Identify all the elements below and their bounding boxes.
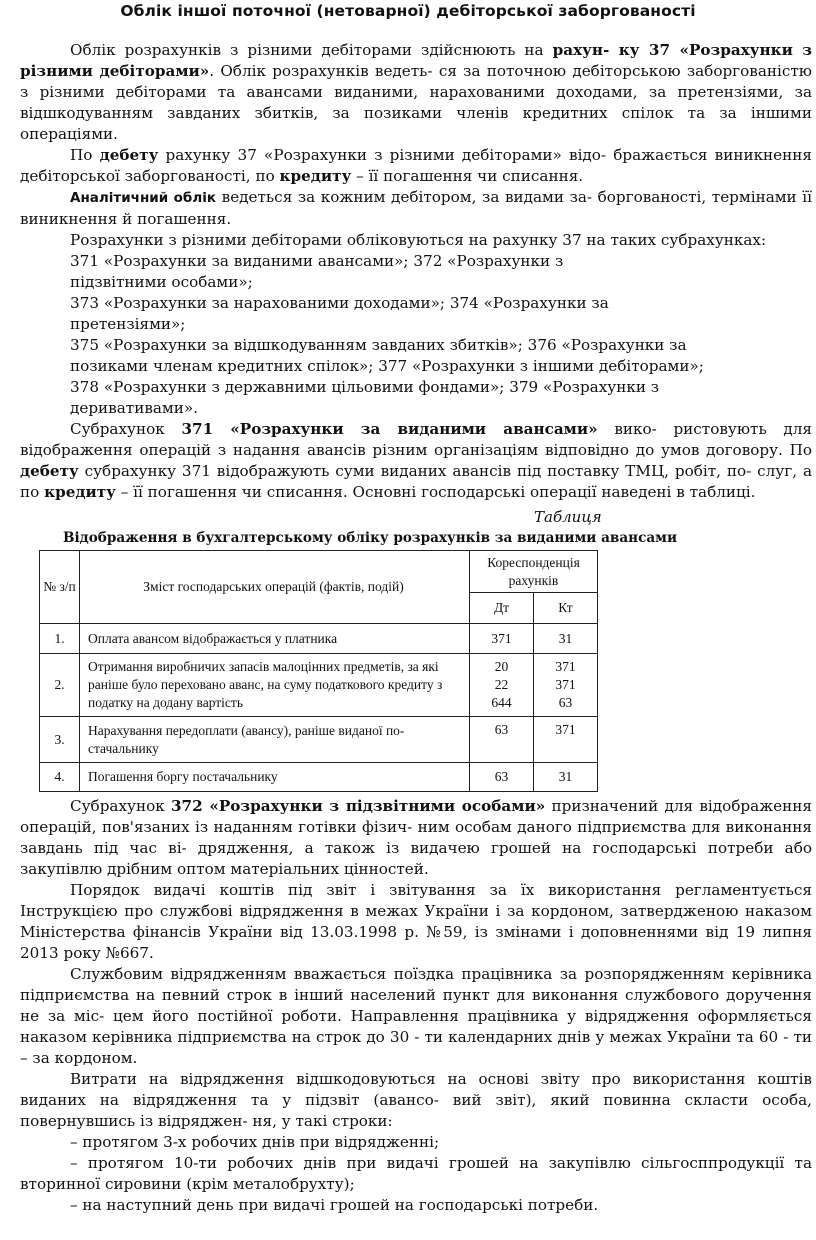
- table-row: 2. Отримання виробничих запасів малоцінних предметів, за які раніше було переховано аванс, на суму податкового кредиту з податку на додану вартість 20 22 644 371 371 63: [40, 654, 598, 717]
- subaccount-line: 373 «Розрахунки за нарахованими доходами»; 374 «Розрахунки за: [70, 294, 609, 312]
- header-content: Зміст господарських операцій (фактів, подій): [80, 551, 470, 624]
- paragraph-8: Службовим відрядженням вважається поїздка працівника за розпорядженням керівника підприємства на певний строк в інший населений пункт для виконання службового доручення не за міс- цем його постійної роботи. Направлення працівника у відрядження оформляється наказом керівника підприємства на строк до 30 - ти календарних днів у межах України та 60 - ти – за кордоном.: [20, 965, 812, 1067]
- term-item: – на наступний день при видачі грошей на господарські потреби.: [70, 1196, 599, 1214]
- header-correspondence: Кореспонденція рахунків: [470, 551, 598, 593]
- subaccount-line: 378 «Розрахунки з державними цільовими фондами»; 379 «Розрахунки з: [70, 378, 660, 396]
- table-row: 1. Оплата авансом відображається у платника 371 31: [40, 624, 598, 654]
- subaccount-line: позиками членам кредитних спілок»; 377 «Розрахунки з іншими дебіторами»;: [70, 357, 704, 375]
- paragraph-5: Субрахунок 371 «Розрахунки за виданими авансами» вико- ристовують для відображення операцій з надання авансів різним організаціям відповідно до умов договору. По дебету субрахунку 371 відображують суми виданих авансів під поставку ТМЦ, робіт, по- слуг, а по кредиту – її погашення чи списання. Основні господарські операції наведені в таблиці.: [20, 420, 813, 501]
- paragraph-1: Облік розрахунків з різними дебіторами здійснюють на рахун- ку 37 «Розрахунки з різними дебіторами». Облік розрахунків ведеть- ся за поточною дебіторською заборгованістю з різними дебіторами та авансами виданими, нарахованими доходами, за претензіями, за відшкодуванням завданих збитків, за позиками членів кредитних спілок та за іншими операціями.: [20, 41, 812, 143]
- advance-section: [20, 796, 812, 1216]
- subaccount-line: претензіями»;: [70, 315, 186, 333]
- subaccount-line: підзвітними особами»;: [70, 273, 253, 291]
- table-caption: Таблиця: [534, 508, 602, 526]
- paragraph-9: Витрати на відрядження відшкодовуються на основі звіту про використання коштів виданих на відрядження та у підзвіт (авансо- вий звіт), який повинна скласти особа, повернувшись із відряджен- ня, у такі строки:: [20, 1070, 812, 1130]
- term-item: – протягом 3-х робочих днів при відрядженні;: [70, 1133, 440, 1151]
- paragraph-2: По дебету рахунку 37 «Розрахунки з різними дебіторами» відо- бражається виникнення дебіторської заборгованості, по кредиту – її погашення чи списання.: [20, 146, 812, 185]
- paragraph-4: Розрахунки з різними дебіторами обліковуються на рахунку 37 на таких субрахунках:: [70, 231, 767, 249]
- header-credit: Кт: [534, 593, 598, 624]
- paragraph-6: Субрахунок 372 «Розрахунки з підзвітними особами» призначений для відображення операцій, пов'язаних із наданням готівки фізич- ним особам даного підприємства для виконання завдань під час ві- дрядження, а також із видачею грошей на господарські потреби або закупівлю дрібним оптом матеріальних цінностей.: [20, 797, 812, 878]
- paragraph-7: Порядок видачі коштів під звіт і звітування за їх використання регламентується Інструкцією про службові відрядження в межах України і за кордоном, затвердженою наказом Міністерства фінансів України від 13.03.1998 р. №59, із змінами і доповненнями від 19 липня 2013 року №667.: [20, 881, 812, 962]
- table-header-row: [40, 551, 598, 593]
- term-item: – протягом 10-ти робочих днів при видачі грошей на закупівлю сільгосппродукції та вторинної сировини (крім металобрухту);: [20, 1154, 812, 1193]
- header-debit: Дт: [470, 593, 534, 624]
- subaccount-line: деривативами».: [70, 399, 198, 417]
- header-num: № з/п: [40, 551, 80, 624]
- intro-section: [20, 40, 812, 503]
- paragraph-3: Аналітичний облік ведеться за кожним дебітором, за видами за- боргованості, термінами її виникнення й погашення.: [20, 188, 812, 228]
- subaccount-line: 371 «Розрахунки за виданими авансами»; 372 «Розрахунки з: [70, 252, 564, 270]
- operations-table: [39, 550, 598, 792]
- subaccount-line: 375 «Розрахунки за відшкодуванням завданих збитків»; 376 «Розрахунки за: [70, 336, 687, 354]
- table-row: 3. Нарахування передоплати (авансу), раніше виданої по- стачальнику 63 371: [40, 717, 598, 763]
- table-title: Відображення в бухгалтерському обліку розрахунків за виданими авансами: [63, 530, 678, 546]
- table-row: 4. Погашення боргу постачальнику 63 31: [40, 763, 598, 792]
- page-title: Облік іншої поточної (нетоварної) дебіторської заборгованості: [120, 2, 696, 20]
